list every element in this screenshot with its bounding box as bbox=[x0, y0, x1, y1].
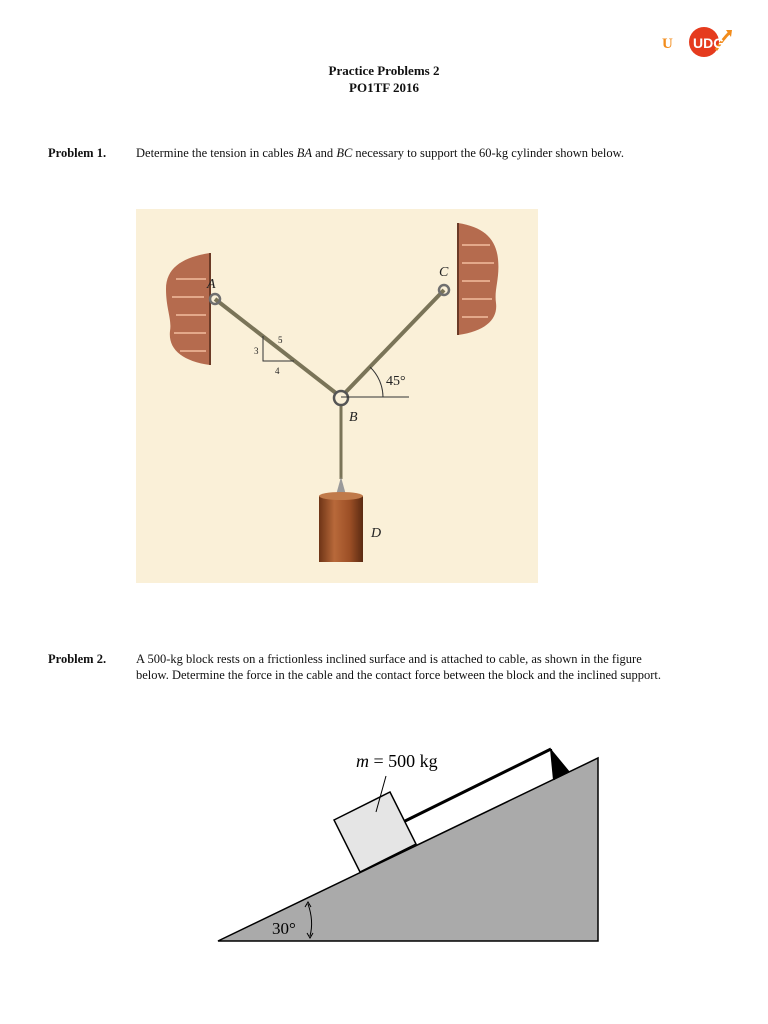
ring-b bbox=[334, 391, 348, 405]
problem1-figure bbox=[136, 209, 538, 583]
label-c: C bbox=[439, 265, 449, 280]
cable-bc-label: BC bbox=[336, 146, 353, 160]
slope-5: 5 bbox=[278, 335, 283, 345]
problem1-text-part1: Determine the tension in cables bbox=[136, 146, 297, 160]
cylinder-top bbox=[319, 492, 363, 500]
slope-3: 3 bbox=[254, 346, 259, 356]
label-d: D bbox=[371, 526, 382, 541]
logo-text: UDG bbox=[693, 35, 725, 51]
problem2-label: Problem 2. bbox=[48, 652, 107, 666]
udg-logo bbox=[656, 24, 736, 66]
mass-value: = 500 kg bbox=[369, 751, 438, 771]
mass-symbol: m bbox=[356, 751, 369, 771]
document-subtitle: PO1TF 2016 bbox=[349, 80, 419, 95]
document-title: Practice Problems 2 bbox=[328, 63, 440, 78]
label-a: A bbox=[207, 277, 216, 292]
incline bbox=[218, 758, 598, 941]
problem2-text: A 500-kg block rests on a frictionless inclined surface and is attached to cable, as shown in the figure below. Determine the force in the cable and the contact force between the block and the inclined support. bbox=[136, 652, 662, 682]
problem1-text bbox=[136, 145, 624, 161]
cable-ba-label: BA bbox=[296, 146, 312, 160]
slope-4: 4 bbox=[275, 366, 280, 376]
problem2-figure bbox=[214, 736, 604, 946]
logo-text-u: U bbox=[662, 36, 673, 52]
problem1-label: Problem 1. bbox=[48, 146, 107, 160]
problem1-text-part2: necessary to support the 60-kg cylinder shown below. bbox=[352, 146, 624, 160]
cylinder-d bbox=[319, 496, 363, 562]
angle-45-label: 45° bbox=[386, 374, 406, 389]
label-b: B bbox=[349, 410, 358, 425]
problem1-text-and: and bbox=[312, 146, 337, 160]
mass-label bbox=[356, 751, 438, 771]
angle-30-label: 30° bbox=[272, 919, 296, 938]
